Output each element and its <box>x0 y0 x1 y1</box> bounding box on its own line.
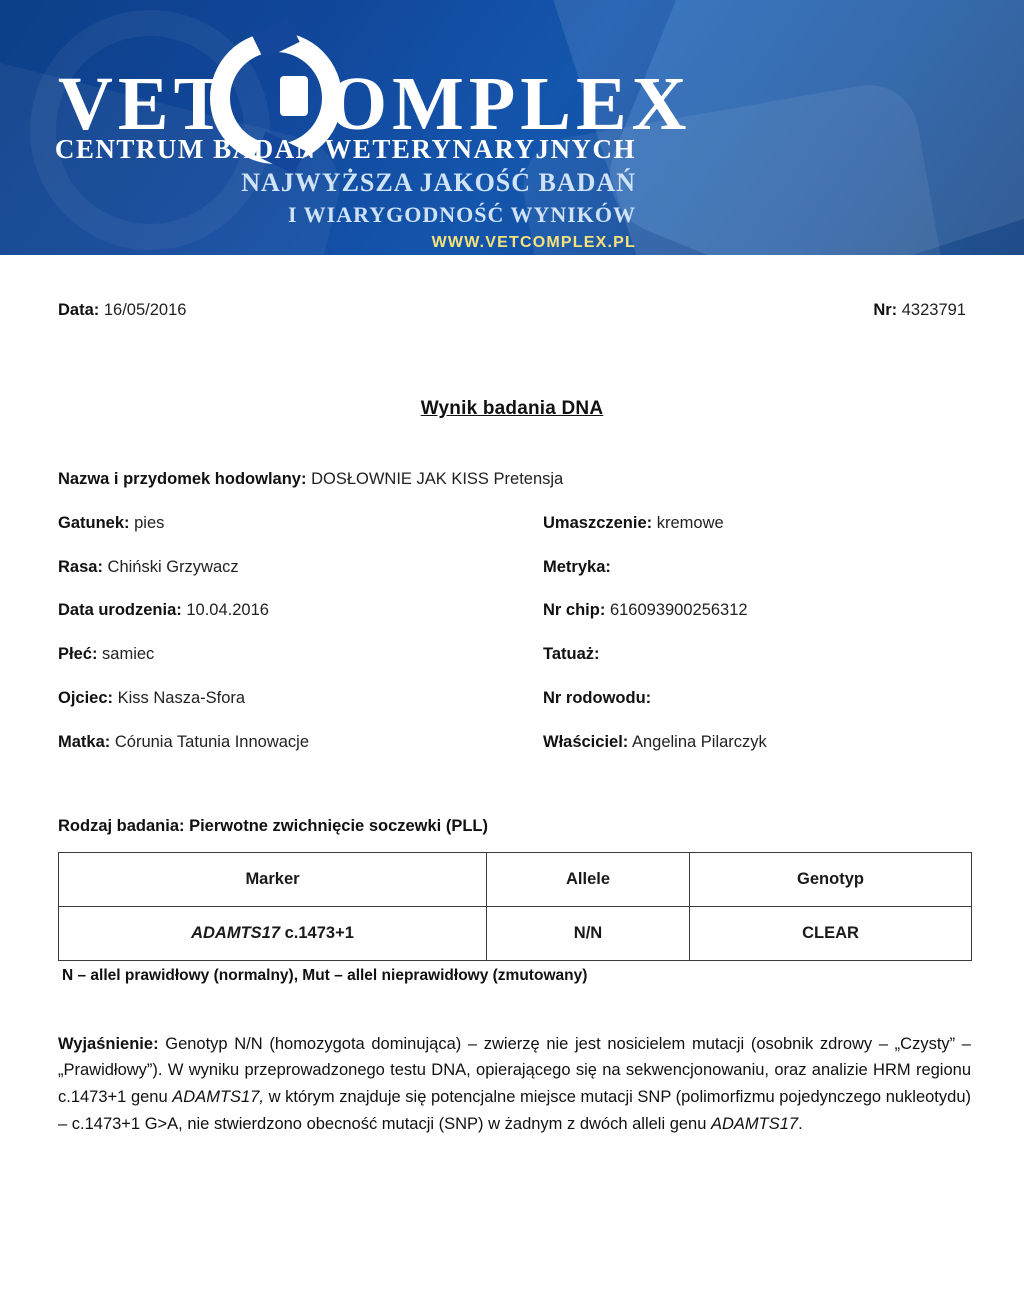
mother-value: Córunia Tatunia Innowacje <box>114 732 310 751</box>
marker-gene-name: ADAMTS17 <box>191 923 281 942</box>
species-label: Gatunek: <box>58 513 130 532</box>
field-tattoo <box>543 645 966 665</box>
explanation-paragraph <box>58 1031 971 1138</box>
tagline-primary: CENTRUM BADAŃ WETERYNARYJNYCH <box>54 134 636 164</box>
row-breed-pedigree-doc <box>58 558 966 578</box>
field-mother <box>58 733 543 753</box>
tagline-tertiary: I WIARYGODNOŚĆ WYNIKÓW <box>287 202 636 227</box>
field-sex <box>58 645 543 665</box>
table-legend: N – allel prawidłowy (normalny), Mut – allel nieprawidłowy (zmutowany) <box>62 966 588 984</box>
result-table <box>58 852 972 961</box>
cell-marker <box>59 906 487 960</box>
mother-label: Matka: <box>58 732 111 751</box>
logo-text-left: VET <box>58 62 230 146</box>
date-field <box>58 301 186 320</box>
explanation-part-1: Genotyp N/N (homozygota dominująca) – zwierzę nie jest nosicielem mutacji (osobnik zdrowy – „Czysty” – „Prawidłowy”). W wyniku przeprowadzonego testu DNA, opierającego się na sekwencjonowaniu, oraz analizie HRM regionu c.1473+1 genu <box>58 1034 971 1107</box>
coat-label: Umaszczenie: <box>543 513 653 532</box>
coat-value: kremowe <box>656 513 724 532</box>
field-father <box>58 689 543 709</box>
row-species-coat <box>58 514 966 534</box>
row-father-pedigree-nr <box>58 689 966 709</box>
website-url: WWW.VETCOMPLEX.PL <box>431 234 636 251</box>
header-marker: Marker <box>59 852 487 906</box>
header-banner <box>0 0 1024 255</box>
cell-genotype: CLEAR <box>690 906 972 960</box>
logo <box>54 22 858 251</box>
field-pedigree-nr <box>543 689 966 709</box>
logo-ring-dot <box>280 76 308 116</box>
date-value: 16/05/2016 <box>103 301 187 319</box>
sex-label: Płeć: <box>58 645 98 664</box>
row-sex-tattoo <box>58 645 966 665</box>
birth-label: Data urodzenia: <box>58 601 182 620</box>
tagline-secondary: NAJWYŻSZA JAKOŚĆ BADAŃ <box>241 168 636 197</box>
table-row <box>59 906 972 960</box>
date-label: Data: <box>58 301 100 319</box>
sex-value: samiec <box>102 645 155 664</box>
header-genotype: Genotyp <box>690 852 972 906</box>
field-birth <box>58 601 543 621</box>
logo-wordmark <box>58 22 858 146</box>
page-title: Wynik badania DNA <box>420 398 604 419</box>
chip-label: Nr chip: <box>543 601 606 620</box>
birth-value: 10.04.2016 <box>186 601 269 620</box>
name-value: DOSŁOWNIE JAK KISS Pretensja <box>311 470 564 488</box>
explanation-gene-2: ADAMTS17 <box>711 1114 799 1133</box>
cell-allele: N/N <box>487 906 690 960</box>
animal-details <box>58 470 966 753</box>
father-value: Kiss Nasza-Sfora <box>117 688 246 707</box>
table-header-row <box>59 852 972 906</box>
field-coat <box>543 514 966 534</box>
breed-label: Rasa: <box>58 557 103 576</box>
field-chip <box>543 601 966 621</box>
pedigree-nr-label: Nr rodowodu: <box>543 688 652 707</box>
document-meta <box>58 301 966 320</box>
chip-value: 616093900256312 <box>609 601 748 620</box>
tattoo-label: Tatuaż: <box>543 645 600 664</box>
explanation-part-3: . <box>798 1114 803 1133</box>
field-species <box>58 514 543 534</box>
number-field <box>873 301 966 320</box>
explanation-part-2: w którym znajduje się potencjalne miejsce mutacji SNP (polimorfizmu pojedynczego nukleotydu) – c.1473+1 G>A, nie stwierdzono obecność mutacji (SNP) w żadnym z dwóch alleli genu <box>58 1088 971 1133</box>
field-owner <box>543 733 966 753</box>
number-value: 4323791 <box>901 301 966 319</box>
study-type: Rodzaj badania: Pierwotne zwichnięcie soczewki (PLL) <box>58 816 489 835</box>
explanation-label: Wyjaśnienie: <box>58 1034 159 1053</box>
row-birth-chip <box>58 601 966 621</box>
header-allele: Allele <box>487 852 690 906</box>
owner-value: Angelina Pilarczyk <box>631 732 767 751</box>
number-label: Nr: <box>873 301 898 319</box>
document-content <box>0 301 1024 1137</box>
marker-position: c.1473+1 <box>280 923 354 942</box>
field-name <box>58 470 966 490</box>
species-value: pies <box>134 513 165 532</box>
pedigree-doc-label: Metryka: <box>543 557 611 576</box>
explanation-gene-1: ADAMTS17, <box>172 1088 264 1107</box>
father-label: Ojciec: <box>58 688 114 707</box>
logo-text-right: OMPLEX <box>328 62 692 146</box>
row-mother-owner <box>58 733 966 753</box>
field-pedigree-doc <box>543 558 966 578</box>
owner-label: Właściciel: <box>543 732 629 751</box>
field-breed <box>58 558 543 578</box>
breed-value: Chiński Grzywacz <box>107 557 239 576</box>
name-label: Nazwa i przydomek hodowlany: <box>58 470 307 488</box>
